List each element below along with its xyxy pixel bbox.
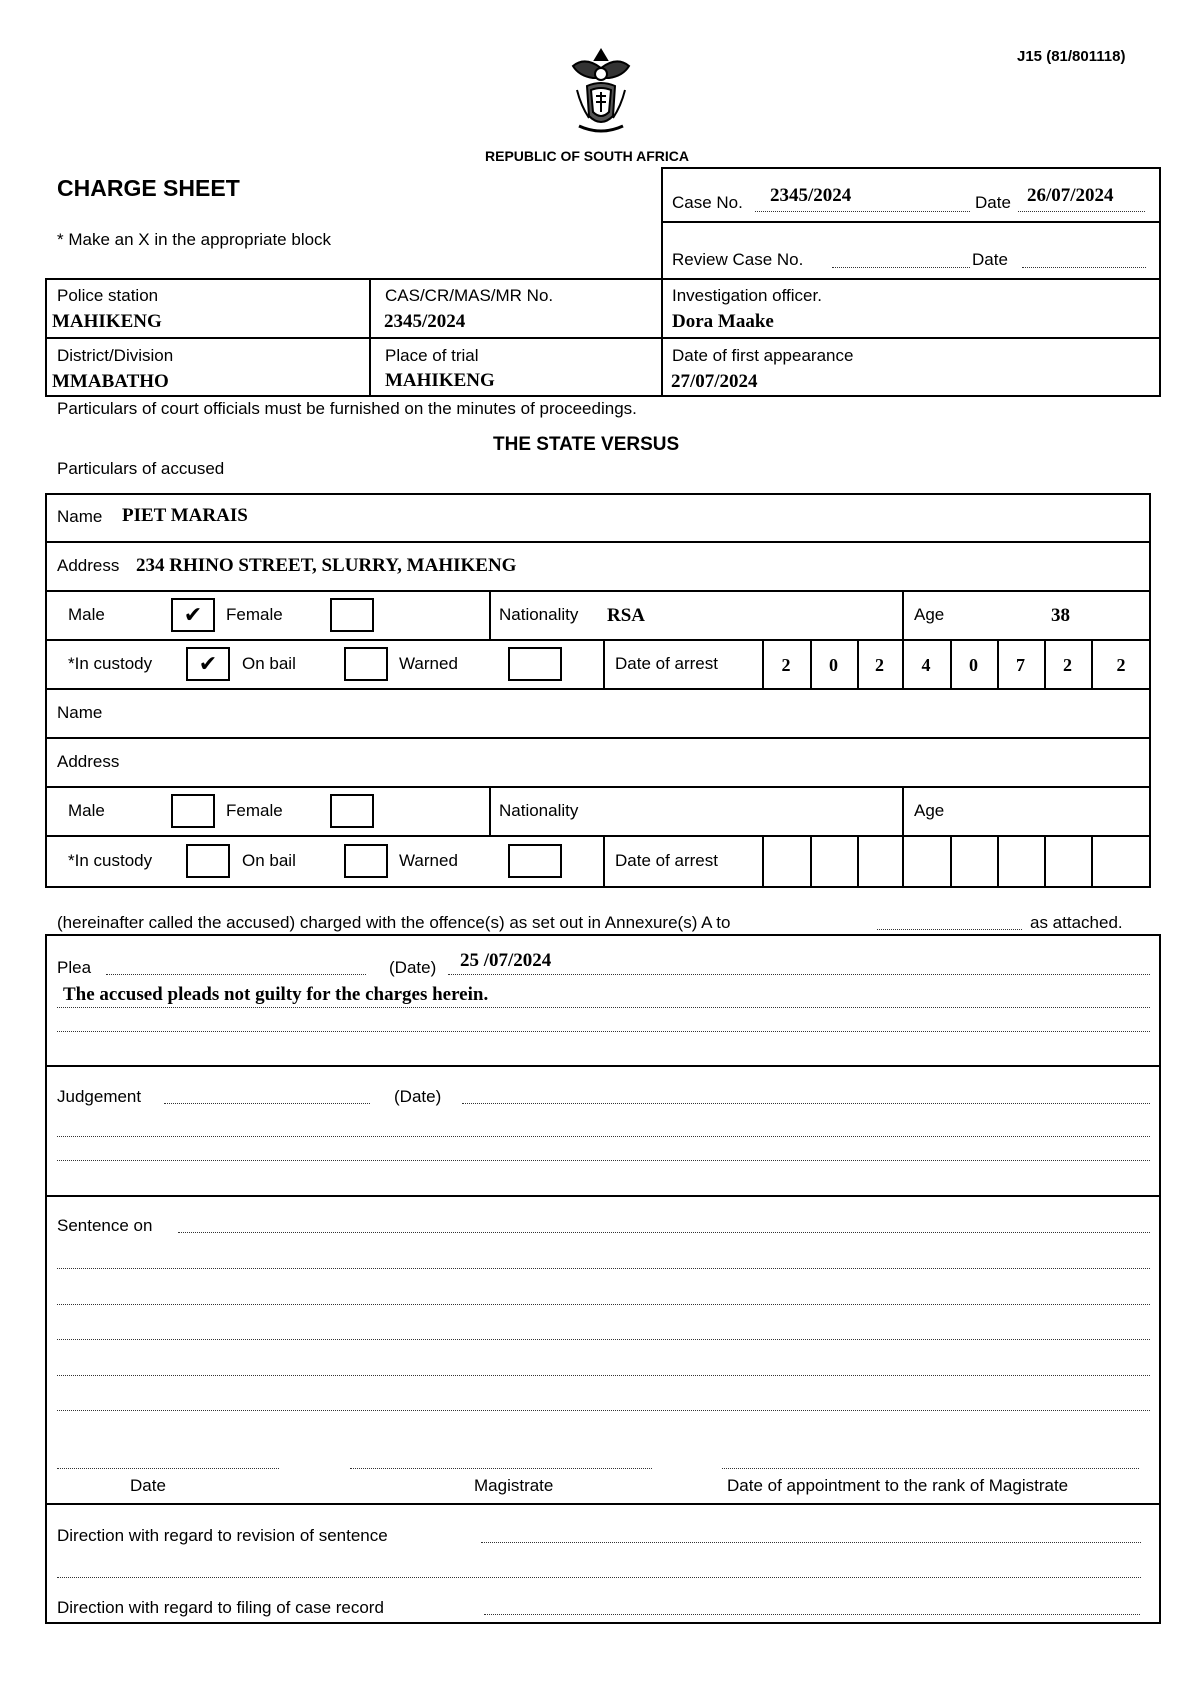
hereinafter-text: (hereinafter called the accused) charged with the offence(s) as set out in Annexure(s) A to — [57, 913, 731, 932]
accused1-bail-checkbox[interactable] — [344, 647, 388, 681]
accused1-male-checkbox[interactable]: ✔ — [171, 598, 215, 632]
accused2-male-label: Male — [68, 801, 105, 820]
accused1-arrest-digit[interactable]: 4 — [921, 655, 931, 675]
accused1-nationality-value[interactable]: RSA — [607, 605, 646, 626]
accused2-custody-label: *In custody — [68, 851, 153, 870]
investigation-officer-value[interactable]: Dora Maake — [672, 311, 774, 332]
accused1-bail-label: On bail — [242, 654, 296, 673]
officials-note: Particulars of court officials must be furnished on the minutes of proceedings. — [57, 399, 637, 418]
case-date-label: Date — [975, 193, 1011, 212]
accused2-warned-checkbox[interactable] — [508, 844, 562, 878]
accused1-name-label: Name — [57, 507, 103, 526]
accused2-name-label: Name — [57, 703, 103, 722]
judgement-label: Judgement — [57, 1087, 142, 1106]
sentence-label: Sentence on — [57, 1216, 153, 1235]
district-value[interactable]: MMABATHO — [52, 371, 169, 392]
investigation-officer-label: Investigation officer. — [672, 286, 822, 305]
accused1-male-label: Male — [68, 605, 105, 624]
cas-value[interactable]: 2345/2024 — [384, 311, 466, 332]
accused1-female-checkbox[interactable] — [330, 598, 374, 632]
accused1-arrest-digit[interactable]: 0 — [969, 655, 978, 675]
accused2-custody-checkbox[interactable] — [186, 844, 230, 878]
accused1-custody-label: *In custody — [68, 654, 153, 673]
revision-direction-label: Direction with regard to revision of sentence — [57, 1526, 388, 1545]
accused1-arrest-digit[interactable]: 7 — [1016, 655, 1025, 675]
accused1-age-label: Age — [914, 605, 945, 624]
accused1-arrest-digit[interactable]: 2 — [781, 655, 791, 675]
accused2-nationality-label: Nationality — [499, 801, 579, 820]
plea-date-label: (Date) — [389, 958, 437, 977]
plea-date-value[interactable]: 25 /07/2024 — [460, 950, 552, 971]
case-no-label: Case No. — [672, 193, 743, 212]
accused1-arrest-digit[interactable]: 0 — [829, 655, 838, 675]
review-case-label: Review Case No. — [672, 250, 804, 269]
accused1-arrest-digit[interactable]: 2 — [875, 655, 884, 675]
instruction-text: * Make an X in the appropriate block — [57, 230, 332, 249]
accused2-bail-label: On bail — [242, 851, 296, 870]
accused1-female-label: Female — [226, 605, 283, 624]
police-station-label: Police station — [57, 286, 159, 305]
accused2-address-label: Address — [57, 752, 120, 771]
page-title: CHARGE SHEET — [57, 175, 240, 201]
country-name: REPUBLIC OF SOUTH AFRICA — [485, 148, 690, 164]
proceedings-box — [45, 934, 1161, 1624]
accused1-nationality-label: Nationality — [499, 605, 579, 624]
place-of-trial-label: Place of trial — [385, 346, 479, 365]
accused2-arrest-label: Date of arrest — [615, 851, 718, 870]
case-date-value[interactable]: 26/07/2024 — [1027, 185, 1114, 206]
accused-table — [45, 493, 1151, 888]
particulars-label: Particulars of accused — [57, 459, 225, 478]
judgement-date-label: (Date) — [394, 1087, 442, 1106]
signature-magistrate-label: Magistrate — [474, 1476, 554, 1495]
signature-date-label: Date — [130, 1476, 166, 1495]
accused2-male-checkbox[interactable] — [171, 794, 215, 828]
signature-appointment-label: Date of appointment to the rank of Magistrate — [727, 1476, 1069, 1495]
case-no-value[interactable]: 2345/2024 — [770, 185, 852, 206]
plea-label: Plea — [57, 958, 92, 977]
first-appearance-value[interactable]: 27/07/2024 — [671, 371, 758, 392]
accused1-arrest-digit[interactable]: 2 — [1116, 655, 1126, 675]
form-code: J15 (81/801118) — [1017, 48, 1126, 65]
accused1-arrest-label: Date of arrest — [615, 654, 718, 673]
state-versus-heading: THE STATE VERSUS — [493, 434, 680, 455]
accused2-female-checkbox[interactable] — [330, 794, 374, 828]
review-date-label: Date — [972, 250, 1008, 269]
accused1-warned-label: Warned — [399, 654, 458, 673]
first-appearance-label: Date of first appearance — [672, 346, 854, 365]
accused2-warned-label: Warned — [399, 851, 458, 870]
accused1-address-label: Address — [57, 556, 120, 575]
accused1-address-value[interactable]: 234 RHINO STREET, SLURRY, MAHIKENG — [136, 555, 517, 576]
cas-label: CAS/CR/MAS/MR No. — [385, 286, 554, 305]
accused2-bail-checkbox[interactable] — [344, 844, 388, 878]
filing-direction-label: Direction with regard to filing of case record — [57, 1598, 384, 1617]
police-station-value[interactable]: MAHIKENG — [52, 311, 162, 332]
accused1-age-value[interactable]: 38 — [1051, 605, 1070, 626]
accused2-age-label: Age — [914, 801, 945, 820]
plea-text[interactable]: The accused pleads not guilty for the charges herein. — [63, 984, 489, 1005]
accused1-arrest-digit[interactable]: 2 — [1063, 655, 1072, 675]
accused2-female-label: Female — [226, 801, 283, 820]
as-attached-text: as attached. — [1030, 913, 1123, 932]
coat-of-arms-logo — [565, 46, 637, 138]
accused1-warned-checkbox[interactable] — [508, 647, 562, 681]
district-label: District/Division — [57, 346, 174, 365]
place-of-trial-value[interactable]: MAHIKENG — [385, 370, 495, 391]
accused1-custody-checkbox[interactable]: ✔ — [186, 647, 230, 681]
accused1-name-value[interactable]: PIET MARAIS — [122, 505, 248, 526]
